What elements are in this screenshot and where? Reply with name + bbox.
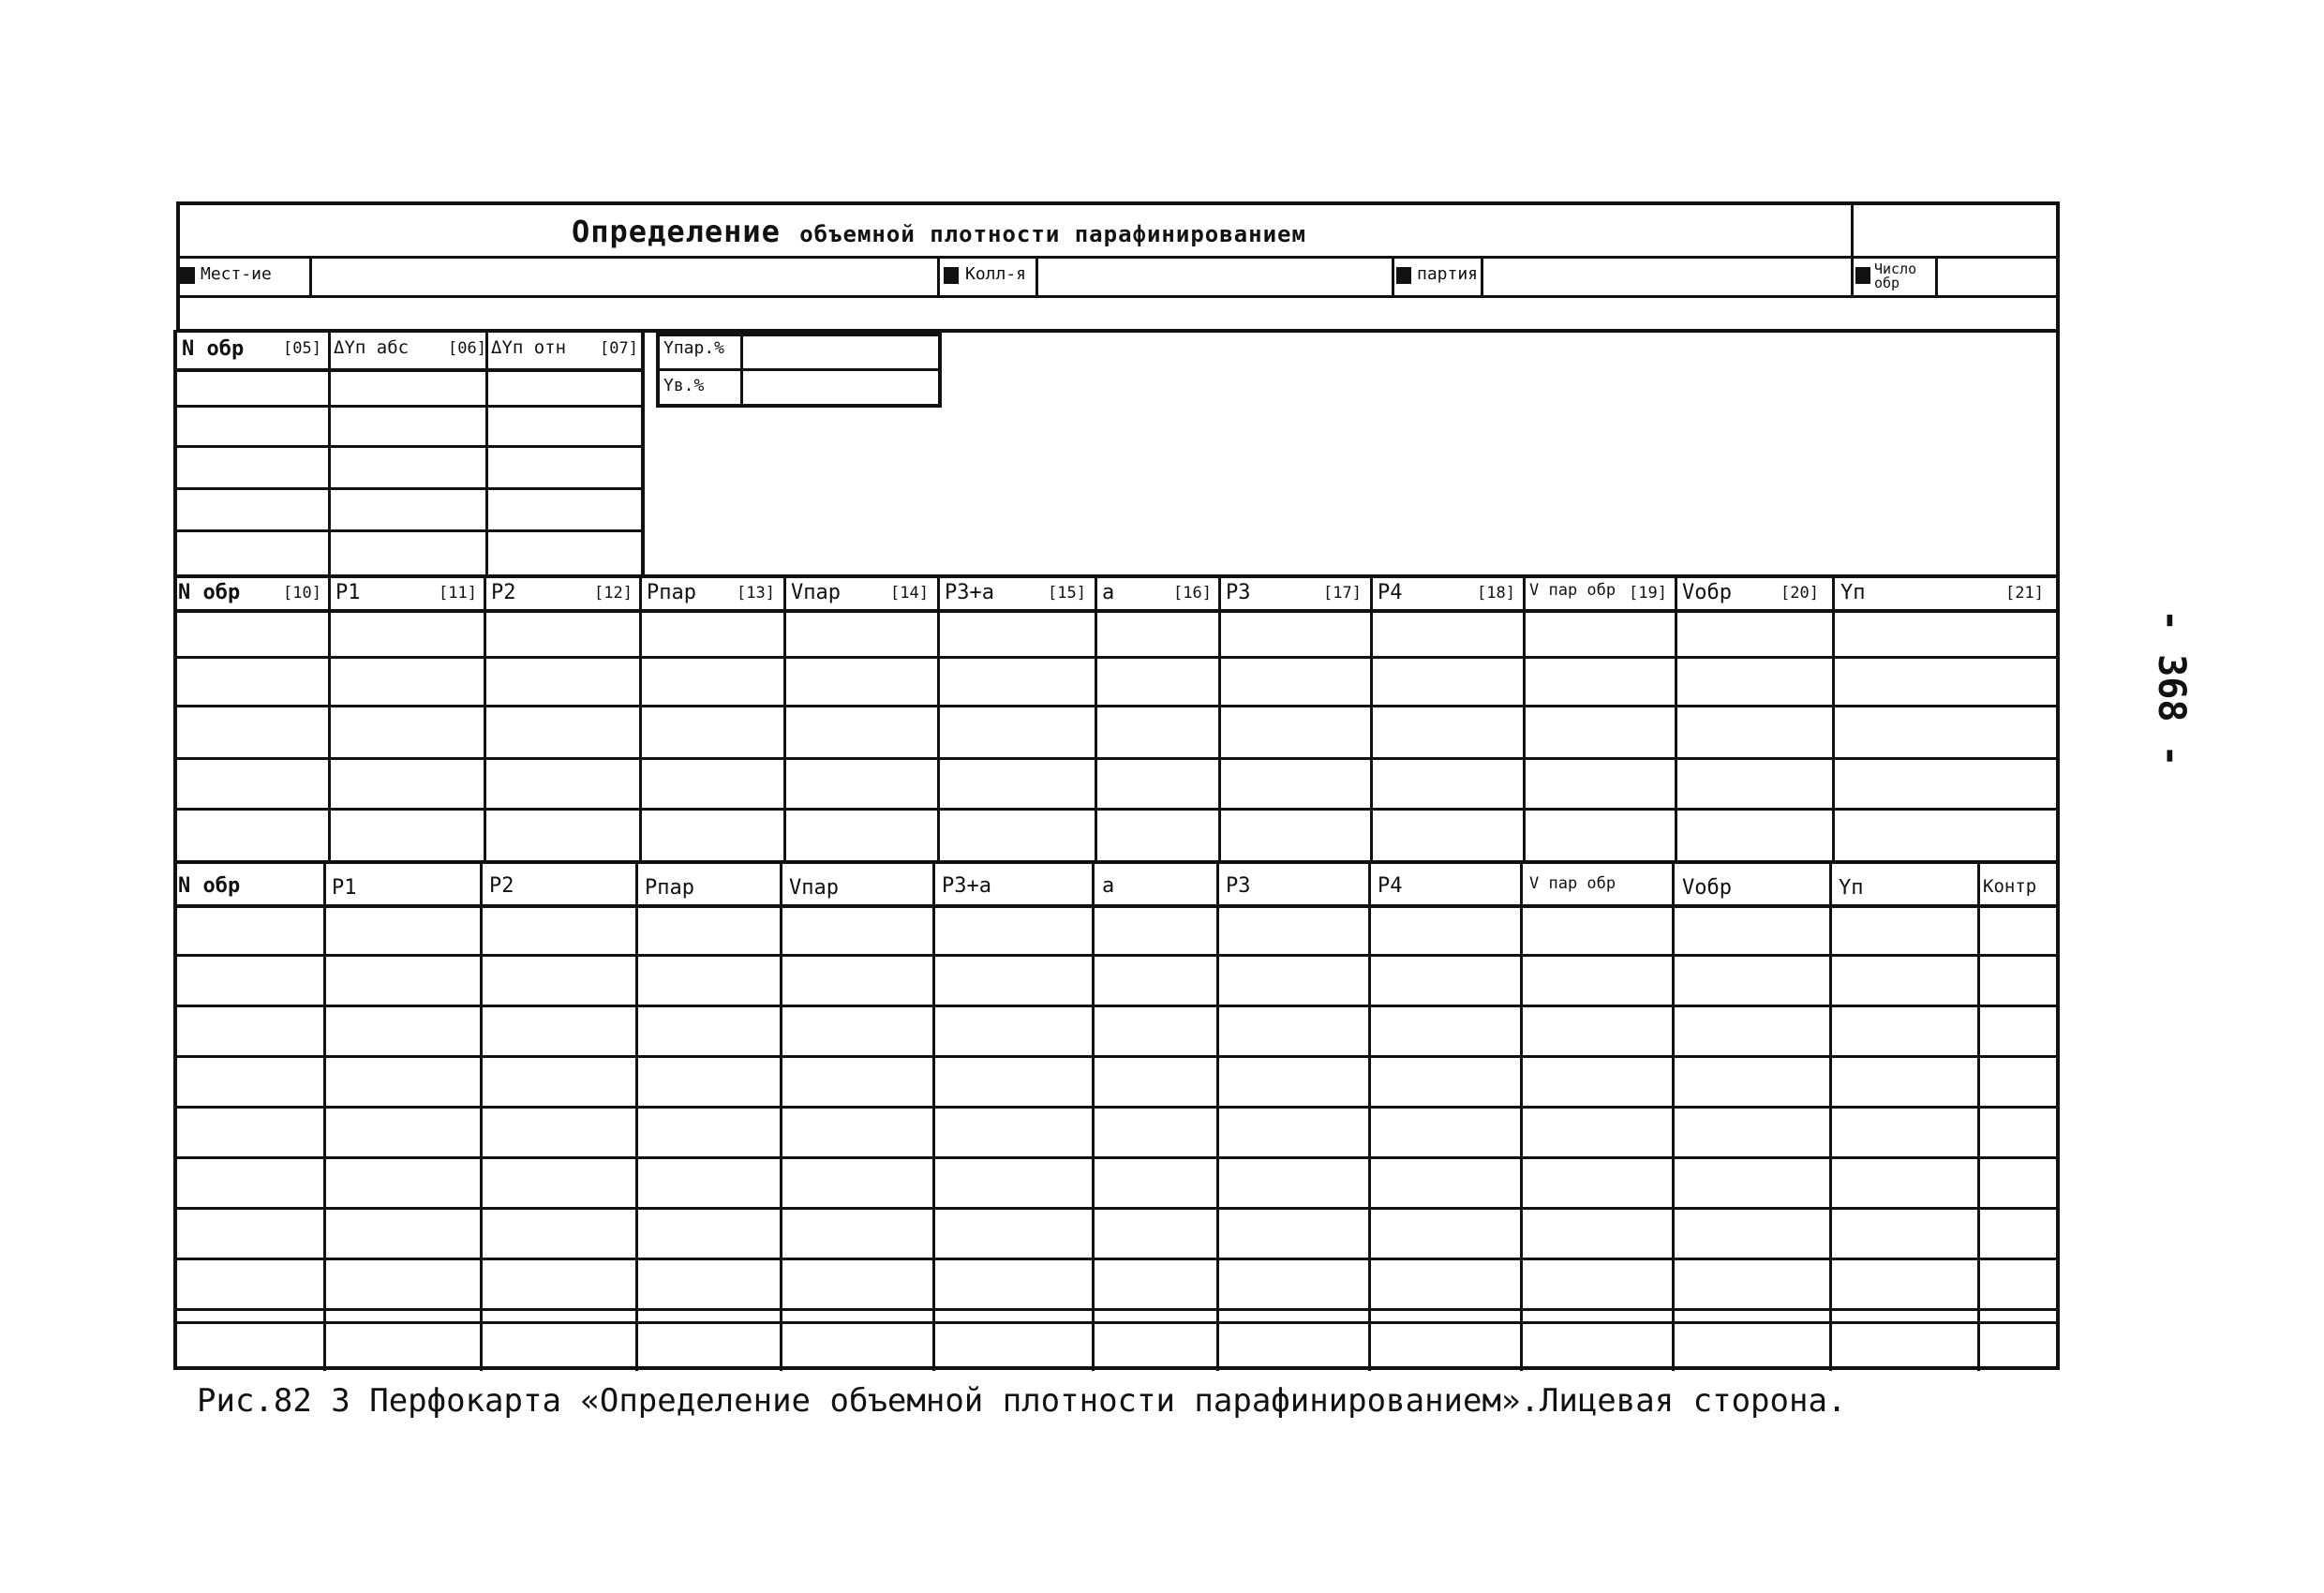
table2-h-a: a [1102, 581, 1115, 604]
table3-h-vobr: Vобр [1682, 876, 1732, 900]
table2-h-vparobr: V пар обр [1529, 581, 1616, 600]
table2-h-yp-code: [21] [2005, 584, 2044, 603]
table3-h-a: a [1102, 874, 1115, 898]
table2-h-vpar: Vпар [791, 581, 841, 604]
table2-h-vobr-code: [20] [1780, 584, 1819, 603]
table3-col-line [1368, 860, 1371, 1371]
table1-header-code-06: [06] [448, 339, 486, 358]
table1-row-line [176, 487, 645, 490]
table2-col-line [1523, 574, 1526, 860]
table3-h-p4: P4 [1378, 874, 1403, 898]
field-sep-7 [1935, 256, 1938, 295]
table3-row-line [173, 1258, 2060, 1260]
table2-col-line [484, 574, 486, 860]
table3-row-line [173, 1005, 2060, 1007]
table3-col-line [1092, 860, 1095, 1371]
table3-col-line [480, 860, 483, 1371]
table2-h-p3a: P3+a [945, 581, 994, 604]
table1-header-line [176, 368, 645, 372]
table2-bottom-line [173, 860, 2060, 864]
table2-h-p2-code: [12] [594, 584, 633, 603]
header-divider-1 [176, 256, 2060, 259]
page-number: - 368 - [2150, 609, 2193, 767]
table1-row-line [176, 529, 645, 532]
field-label-batch: партия [1417, 264, 1479, 284]
figure-caption: Рис.82 3 Перфокарта «Определение объемной плотности парафинированием».Лицевая сторона. [197, 1382, 1847, 1420]
table1-row-line [176, 445, 645, 448]
table3-h-p3: P3 [1226, 874, 1251, 898]
field-sep-3 [1035, 256, 1038, 295]
table3-row-line [173, 1106, 2060, 1109]
table3-col-line [780, 860, 782, 1371]
header-divider-2 [176, 295, 2060, 298]
table3-col-line [323, 860, 326, 1371]
table3-h-vparobr: V пар обр [1529, 874, 1616, 893]
table2-col-line [783, 574, 786, 860]
table2-h-p4-code: [18] [1477, 584, 1515, 603]
table3-row-line [173, 1321, 2060, 1324]
field-marker-batch [1396, 267, 1411, 284]
table2-h-nobr: N обр [178, 581, 241, 604]
table2-h-p3-code: [17] [1323, 584, 1362, 603]
table2-h-ppar: Pпар [647, 581, 696, 604]
field-sep-4 [1392, 256, 1394, 295]
table3-col-line [1977, 860, 1980, 1371]
table2-row-line [173, 757, 2060, 760]
table1-header-code-05: [05] [283, 339, 321, 358]
table3-col-line [1672, 860, 1675, 1371]
table2-col-line [1675, 574, 1677, 860]
table2-col-line [1218, 574, 1221, 860]
table3-h-yp: Υп [1839, 876, 1864, 900]
side-box-col [740, 333, 743, 408]
table2-col-line [639, 574, 642, 860]
field-marker-deposit [180, 267, 195, 284]
side-label-yv: Υв.% [663, 376, 705, 395]
table3-h-vpar: Vпар [789, 876, 839, 900]
table3-h-ppar: Pпар [645, 876, 694, 900]
table2-top-line [173, 574, 2060, 578]
table3-row-line [173, 1156, 2060, 1159]
form-title-main: Определение [572, 214, 781, 249]
table2-h-a-code: [16] [1173, 584, 1212, 603]
table3-h-p2: P2 [489, 874, 514, 898]
table2-h-ppar-code: [13] [737, 584, 775, 603]
table1-row-line [176, 405, 645, 408]
field-marker-collection [944, 267, 959, 284]
table2-header-line [173, 609, 2060, 613]
table3-h-p1: P1 [332, 876, 357, 900]
table1-header-nobr: N обр [182, 337, 245, 361]
table3-row-line [173, 1055, 2060, 1058]
table2-col-line [937, 574, 940, 860]
table2-col-line [1370, 574, 1373, 860]
table2-row-line [173, 656, 2060, 659]
table2-h-p2: P2 [491, 581, 516, 604]
table2-h-vparobr-code: [19] [1629, 584, 1667, 603]
table2-row-line [173, 705, 2060, 707]
field-label-count: Число обр [1874, 261, 1917, 291]
table2-h-p1-code: [11] [439, 584, 477, 603]
field-sep-5 [1481, 256, 1483, 295]
table3-row-line [173, 954, 2060, 957]
side-box-divider [656, 368, 942, 371]
table2-h-yp: Υп [1840, 581, 1866, 604]
table3-col-line [1520, 860, 1523, 1371]
table2-col-line [328, 574, 331, 860]
table2-row-line [173, 808, 2060, 811]
field-sep-2 [937, 256, 940, 295]
table3-col-line [932, 860, 935, 1371]
table2-col-line [1095, 574, 1097, 860]
table3-h-kontr: Контр [1983, 876, 2037, 897]
table2-h-p4: P4 [1378, 581, 1403, 604]
field-label-collection: Колл-я [965, 264, 1027, 284]
field-label-deposit: Мест-ие [201, 264, 272, 284]
table3-col-line [1829, 860, 1832, 1371]
field-sep-6 [1851, 256, 1854, 295]
table2-h-nobr-code: [10] [283, 584, 321, 603]
table2-h-vpar-code: [14] [890, 584, 929, 603]
table1-header-dyp-otn: ΔΥп отн [491, 337, 567, 358]
table2-col-line [1832, 574, 1835, 860]
table1-header-dyp-abs: ΔΥп абс [334, 337, 410, 358]
table3-h-p3a: P3+a [942, 874, 991, 898]
table2-h-p3a-code: [15] [1048, 584, 1086, 603]
table2-h-p1: P1 [335, 581, 361, 604]
table3-header-line [173, 904, 2060, 908]
field-marker-count [1855, 267, 1870, 284]
table3-col-line [1216, 860, 1219, 1371]
table3-row-line [173, 1308, 2060, 1311]
table1-col-line [485, 330, 488, 578]
field-sep-1 [309, 256, 312, 295]
table1 [176, 330, 645, 578]
table3-col-line [635, 860, 638, 1371]
form-title-rest: объемной плотности парафинированием [799, 221, 1306, 247]
table1-col-line [328, 330, 331, 578]
table2-h-vobr: Vобр [1682, 581, 1732, 604]
table2-h-p3: P3 [1226, 581, 1251, 604]
side-label-ypar: Υпар.% [663, 338, 725, 358]
table3-row-line [173, 1207, 2060, 1210]
table1-header-code-07: [07] [600, 339, 638, 358]
table3-h-nobr: N обр [178, 874, 241, 898]
form-title [572, 214, 1306, 249]
